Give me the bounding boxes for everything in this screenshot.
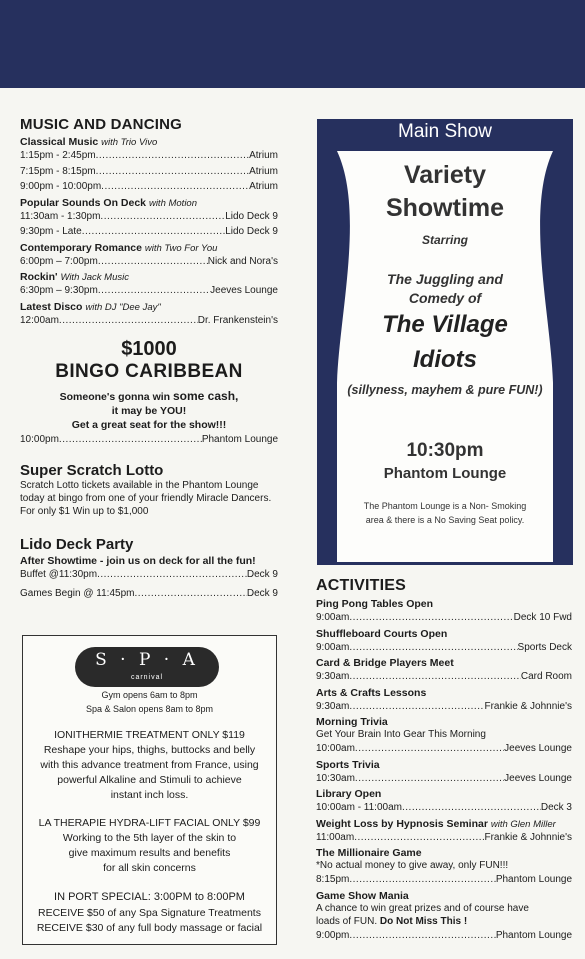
ion-text: Reshape your hips, thighs, buttocks and belly [43, 744, 256, 756]
schedule-row: 9:00pm - 10:00pm ..... Atrium [20, 179, 278, 195]
schedule-row: 6:30pm – 9:30pm ..... Jeeves Lounge [20, 283, 278, 299]
disco-heading: Latest Disco with DJ "Dee Jay" [20, 300, 161, 313]
activity-name: Ping Pong Tables Open [316, 598, 434, 610]
schedule-row: 11:00am ..... Frankie & Johnnie's [316, 830, 572, 846]
spa-logo: S · P · A carnival [75, 647, 219, 687]
port-text: RECEIVE $30 of any full body massage or facial [36, 922, 263, 934]
activity-note: loads of FUN. Do Not Miss This ! [316, 915, 468, 927]
lido-subtitle: After Showtime - join us on deck for all the fun! [20, 554, 256, 567]
bingo-line: it may be YOU! [111, 405, 187, 417]
main-show-header: Main Show [398, 121, 492, 142]
schedule-row: 11:30am - 1:30pm ..... Lido Deck 9 [20, 209, 278, 225]
activity-note: Get Your Brain Into Gear This Morning [316, 729, 486, 740]
lotto-text: For only $1 Win up to $1,000 [20, 505, 149, 517]
classical-heading: Classical Music with Trio Vivo [20, 136, 158, 148]
port-text: RECEIVE $50 of any Spa Signature Treatments [38, 907, 261, 919]
activity-name: Arts & Crafts Lessons [316, 686, 427, 699]
schedule-row: 8:15pm ..... Phantom Lounge [316, 872, 572, 888]
schedule-row: 6:00pm – 7:00pm ..... Nick and Nora's [20, 254, 278, 270]
activities-column [316, 577, 572, 943]
salon-hours: Spa & Salon opens 8am to 8pm [85, 704, 214, 714]
romance-heading: Contemporary Romance with Two For You [20, 241, 218, 254]
activity-note: *No actual money to give away, only FUN!!! [316, 860, 509, 871]
curtain-graphic [317, 151, 573, 565]
activity-name: Weight Loss by Hypnosis Seminar with Glen Miller [316, 817, 556, 830]
bingo-line: Get a great seat for the show!!! [71, 419, 227, 431]
venue-note: area & there is a No Saving Seat policy. [365, 515, 525, 525]
show-time: 10:30pm [406, 440, 484, 461]
schedule-row: 10:00pm ..... Phantom Lounge [20, 432, 278, 448]
schedule-row: 12:00am ..... Dr. Frankenstein's [20, 313, 278, 329]
activity-name: Library Open [316, 788, 382, 800]
activity-note: A chance to win great prizes and of course have [316, 902, 529, 914]
activity-name: Game Show Mania [316, 889, 409, 902]
show-venue: Phantom Lounge [383, 465, 507, 482]
ion-title: IONITHERMIE TREATMENT ONLY $119 [54, 729, 245, 741]
lotto-text: today at bingo from one of your friendly Miracle Dancers. [20, 492, 272, 504]
activity-name: Sports Trivia [316, 758, 380, 771]
schedule-row: 10:30am ..... Jeeves Lounge [316, 771, 572, 787]
schedule-row: 7:15pm - 8:15pm ..... Atrium [20, 164, 278, 180]
port-title: IN PORT SPECIAL: 3:00PM to 8:00PM [54, 891, 245, 903]
act-line: Comedy of [408, 290, 482, 306]
bingo-line: Someone's gonna win some cash, [59, 389, 239, 403]
left-column [20, 116, 278, 602]
schedule-row: 9:30am ..... Frankie & Johnnie's [316, 699, 572, 715]
schedule-row: 10:00am ..... Jeeves Lounge [316, 741, 572, 757]
activity-name: Morning Trivia [316, 716, 388, 728]
show-tagline: (sillyness, mayhem & pure FUN!) [347, 383, 543, 397]
act-name: Idiots [413, 346, 477, 373]
activities-title: ACTIVITIES [316, 577, 407, 594]
show-title: Variety [403, 161, 486, 189]
schedule-row: 9:30pm - Late ..... Lido Deck 9 [20, 224, 278, 240]
spa-box [22, 635, 277, 945]
music-title: MUSIC AND DANCING [20, 116, 183, 133]
lath-title: LA THERAPIE HYDRA-LIFT FACIAL ONLY $99 [38, 817, 261, 829]
schedule-row: 9:00am ..... Sports Deck [316, 640, 572, 656]
schedule-row: 9:00pm ..... Phantom Lounge [316, 928, 572, 944]
venue-note: The Phantom Lounge is a Non- Smoking [363, 501, 527, 511]
bingo-amount: $1000 [121, 338, 177, 360]
lido-title: Lido Deck Party [20, 535, 134, 553]
ion-text: powerful Alkaline and Stimuli to achieve [57, 774, 242, 786]
show-title: Showtime [385, 194, 505, 222]
lotto-title: Super Scratch Lotto [20, 461, 164, 479]
bingo-title: BINGO CARIBBEAN [55, 361, 243, 382]
starring-label: Starring [421, 233, 468, 247]
gym-hours: Gym opens 6am to 8pm [101, 690, 198, 700]
activity-name: The Millionaire Game [316, 847, 422, 859]
schedule-row: Games Begin @ 11:45pm ..... Deck 9 [20, 586, 278, 602]
schedule-row: 9:30am ..... Card Room [316, 669, 572, 685]
activity-name: Shuffleboard Courts Open [316, 627, 448, 640]
lath-text: Working to the 5th layer of the skin to [62, 832, 237, 844]
schedule-row: 10:00am - 11:00am ..... Deck 3 [316, 800, 572, 816]
schedule-row: Buffet @11:30pm ..... Deck 9 [20, 567, 278, 583]
lotto-text: Scratch Lotto tickets available in the Phantom Lounge [20, 479, 259, 491]
header-band [0, 0, 585, 88]
activity-name: Card & Bridge Players Meet [316, 657, 454, 669]
act-name: The Village [382, 311, 508, 338]
lath-text: for all skin concerns [103, 862, 196, 874]
lath-text: give maximum results and benefits [68, 847, 231, 859]
rockin-heading: Rockin' With Jack Music [20, 271, 129, 283]
popular-heading: Popular Sounds On Deck with Motion [20, 196, 198, 209]
schedule-row: 1:15pm - 2:45pm ..... Atrium [20, 148, 278, 164]
act-line: The Juggling and [387, 271, 503, 287]
schedule-row: 9:00am ..... Deck 10 Fwd [316, 610, 572, 626]
ion-text: instant inch loss. [110, 789, 189, 801]
ion-text: with this advance treatment from France, using [40, 759, 259, 771]
